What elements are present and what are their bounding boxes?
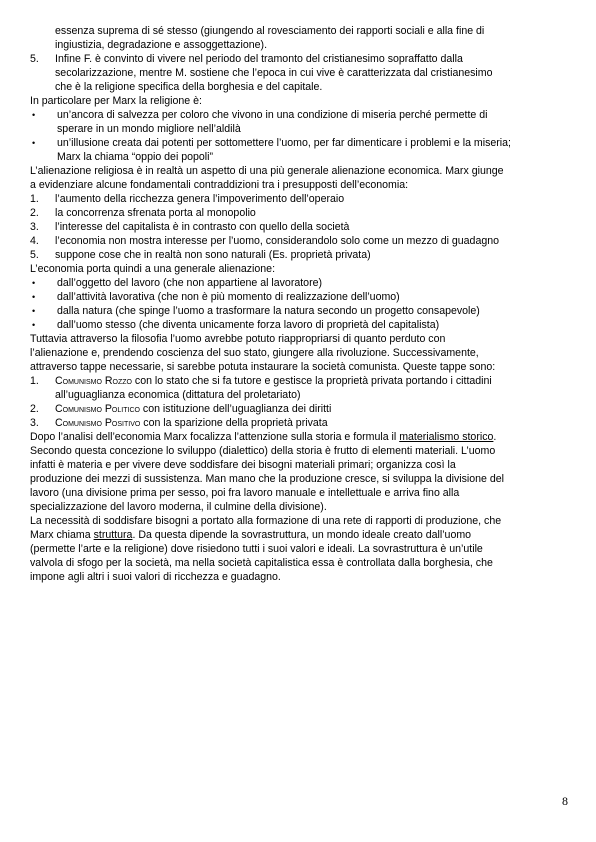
text-line: infatti è materia e per vivere deve soddisfare dei bisogni materiali primari; organizza così la <box>30 459 456 471</box>
text-line: un’illusione creata dai potenti per sottomettere l’uomo, per far dimenticare i problemi e la miseria; <box>57 137 511 149</box>
list-number: 2. <box>30 403 39 415</box>
text-line: a evidenziare alcune fondamentali contraddizioni tra i presupposti dell’economia: <box>30 179 409 191</box>
list-number: 3. <box>30 221 39 233</box>
list-number: 1. <box>30 375 39 387</box>
text-line <box>55 374 575 388</box>
stage-name: Comunismo Rozzo <box>55 375 132 387</box>
contradiction-text: l’interesse del capitalista è in contrasto con quello della società <box>55 221 350 233</box>
key-term: materialismo storico <box>399 431 494 443</box>
list-item <box>30 318 575 332</box>
list-number: 1. <box>30 193 39 205</box>
bullet-icon: • <box>32 138 36 148</box>
contradiction-text: l’aumento della ricchezza genera l’impoverimento dell’operaio <box>55 193 345 205</box>
text-span: . Da questa dipende la sovrastruttura, un mondo ideale creato dall’uomo <box>132 529 472 541</box>
contradiction-item <box>30 206 575 220</box>
stage-item <box>30 402 575 416</box>
text-line: essenza suprema di sé stesso (giungendo al rovesciamento dei rapporti sociali e alla fine di <box>55 25 485 37</box>
text-span: . <box>493 431 497 443</box>
text-line: l’alienazione e, prendendo coscienza del suo stato, giungere alla rivoluzione. Successivamente, <box>30 347 479 359</box>
list-number: 3. <box>30 417 39 429</box>
contradiction-item <box>30 220 575 234</box>
contradiction-item <box>30 192 575 206</box>
text-line <box>55 402 575 416</box>
list-number: 5. <box>30 249 39 261</box>
bullet-icon: • <box>32 292 36 302</box>
contradiction-item <box>30 234 575 248</box>
text-line: Marx la chiama “oppio dei popoli” <box>57 151 214 163</box>
text-line: Secondo questa concezione lo sviluppo (dialettico) della storia è frutto di elementi materiali. L’uomo <box>30 445 496 457</box>
religion-heading: In particolare per Marx la religione è: <box>30 95 202 107</box>
text-span: Dopo l’analisi dell’economia Marx focalizza l’attenzione sulla storia e formula il <box>30 431 400 443</box>
contradiction-item <box>30 248 575 262</box>
list-number: 5. <box>30 53 39 65</box>
text-line <box>30 528 575 542</box>
list-item <box>30 136 575 164</box>
text-line <box>55 416 575 430</box>
stage-description: con la sparizione della proprietà privata <box>140 417 328 429</box>
text-line: impone agli altri i suoi valori di ricchezza e guadagno. <box>30 571 281 583</box>
contradiction-text: l’economia non mostra interesse per l’uomo, considerandolo solo come un mezzo di guadagno <box>55 235 500 247</box>
list-item-text: dall’attività lavorativa (che non è più momento di realizzazione dell’uomo) <box>57 291 400 303</box>
text-line: sperare in un mondo migliore nell’aldilà <box>57 123 241 135</box>
text-line: specializzazione del lavoro moderna, il culmine della divisione). <box>30 501 327 513</box>
text-line: Tuttavia attraverso la filosofia l’uomo avrebbe potuto riappropriarsi di quanto perduto con <box>30 333 446 345</box>
bullet-icon: • <box>32 320 36 330</box>
text-line: valvola di sfogo per la società, ma nella società capitalistica essa è controllata dalla borghesia, che <box>30 557 493 569</box>
bullet-icon: • <box>32 110 36 120</box>
list-item <box>30 290 575 304</box>
text-line: (permette l’arte e la religione) dove risiedono tutti i suoi valori e ideali. La sovrastruttura è un’utile <box>30 543 483 555</box>
list-item <box>30 304 575 318</box>
point-5 <box>30 52 575 94</box>
materialism-paragraph <box>30 430 575 514</box>
text-line: Infine F. è convinto di vivere nel periodo del tramonto del cristianesimo sopraffatto dalla <box>55 53 463 65</box>
text-line: attraverso tappe necessarie, si sarebbe potuta instaurare la società comunista. Queste tappe sono: <box>30 361 496 373</box>
contradiction-text: suppone cose che in realtà non sono naturali (Es. proprietà privata) <box>55 249 371 261</box>
text-line: ingiustizia, degradazione e assoggettazione). <box>55 39 268 51</box>
list-item-text: dalla natura (che spinge l’uomo a trasformare la natura secondo un progetto consapevole) <box>57 305 480 317</box>
page-number: 8 <box>562 794 568 808</box>
alienation-heading: L’economia porta quindi a una generale alienazione: <box>30 263 276 275</box>
text-span: Marx chiama <box>30 529 94 541</box>
stage-description: con istituzione dell’uguaglianza dei diritti <box>139 403 332 415</box>
list-item-text: dall’uomo stesso (che diventa unicamente forza lavoro di proprietà del capitalista) <box>57 319 440 331</box>
stage-name: Comunismo Positivo <box>55 417 141 429</box>
text-line: un’ancora di salvezza per coloro che vivono in una condizione di miseria perché permette di <box>57 109 488 121</box>
stage-name: Comunismo Politico <box>55 403 140 415</box>
stage-item <box>30 374 575 402</box>
philosophy-paragraph <box>30 332 575 374</box>
list-item <box>30 108 575 136</box>
bullet-icon: • <box>32 278 36 288</box>
list-item <box>30 276 575 290</box>
contradiction-text: la concorrenza sfrenata porta al monopolio <box>55 207 256 219</box>
structure-paragraph <box>30 514 575 584</box>
text-line: che è la religione specifica della borghesia e del capitale. <box>55 81 323 93</box>
list-number: 4. <box>30 235 39 247</box>
text-line: L’alienazione religiosa è in realtà un aspetto di una più generale alienazione economica. Marx giunge <box>30 165 504 177</box>
stage-description: con lo stato che si fa tutore e gestisce la proprietà privata portando i cittadini <box>131 375 492 387</box>
list-number: 2. <box>30 207 39 219</box>
text-line: lavoro (una divisione prima per sesso, poi fra lavoro manuale e intellettuale e arriva fino alla <box>30 487 460 499</box>
list-item-text: dall’oggetto del lavoro (che non appartiene al lavoratore) <box>57 277 323 289</box>
document-body <box>30 24 575 584</box>
intro-continuation <box>30 24 575 52</box>
text-line: produzione dei mezzi di sussistenza. Man mano che la produzione cresce, si sviluppa la divisione del <box>30 473 505 485</box>
stage-item <box>30 416 575 430</box>
text-line: secolarizzazione, mentre M. sostiene che l’epoca in cui vive è caratterizzata dal cristianesimo <box>55 67 493 79</box>
bullet-icon: • <box>32 306 36 316</box>
text-line: La necessità di soddisfare bisogni a portato alla formazione di una rete di rapporti di produzione, che <box>30 515 502 527</box>
key-term: struttura <box>93 529 133 541</box>
text-line: all’uguaglianza economica (dittatura del proletariato) <box>55 389 301 401</box>
text-line <box>30 430 575 444</box>
alienation-intro <box>30 164 575 192</box>
